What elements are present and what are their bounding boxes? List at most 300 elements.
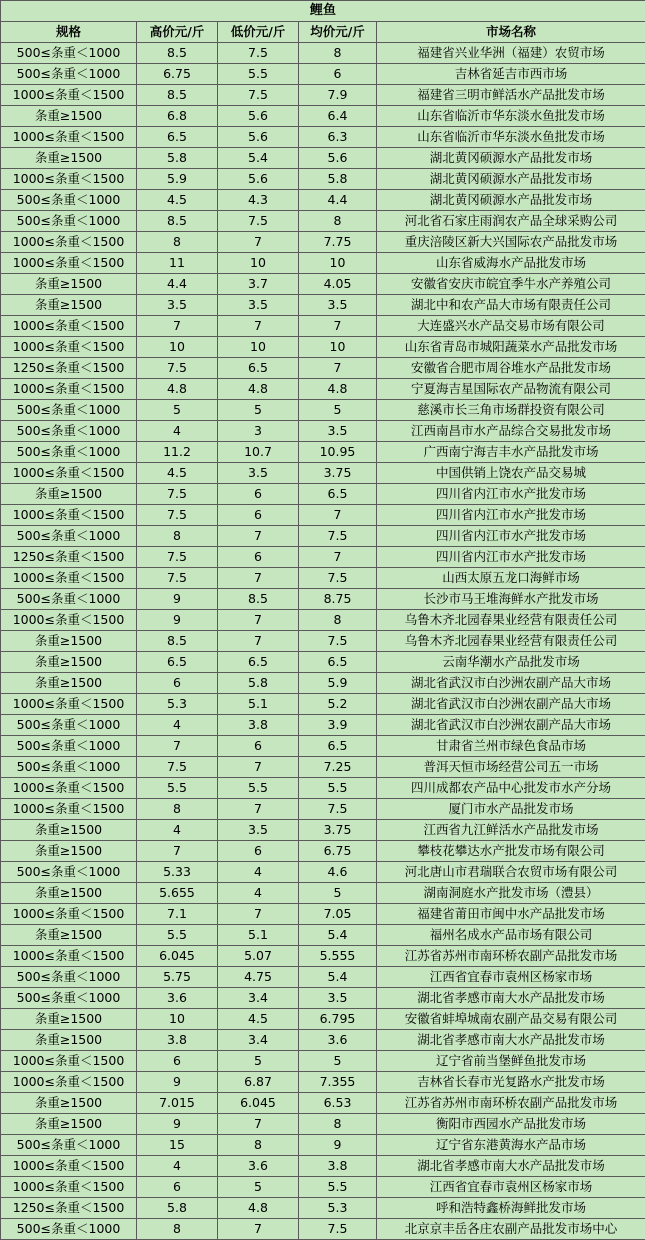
cell-avg-price: 3.8	[299, 1156, 377, 1177]
cell-avg-price: 5	[299, 1051, 377, 1072]
cell-spec: 500≤条重＜1000	[1, 421, 137, 442]
cell-avg-price: 3.75	[299, 820, 377, 841]
cell-market-name: 普洱天恒市场经营公司五一市场	[377, 757, 645, 778]
table-row	[1, 904, 645, 925]
cell-market-name: 乌鲁木齐北园春果业经营有限责任公司	[377, 631, 645, 652]
cell-high-price: 8.5	[137, 631, 218, 652]
cell-avg-price: 10	[299, 253, 377, 274]
table-row	[1, 379, 645, 400]
cell-low-price: 6.87	[218, 1072, 299, 1093]
cell-spec: 1000≤条重＜1500	[1, 232, 137, 253]
table-row	[1, 400, 645, 421]
cell-spec: 500≤条重＜1000	[1, 988, 137, 1009]
cell-market-name: 北京京丰岳各庄农副产品批发市场中心	[377, 1219, 645, 1240]
cell-high-price: 4	[137, 1156, 218, 1177]
cell-spec: 500≤条重＜1000	[1, 715, 137, 736]
cell-market-name: 湖北省孝感市南大水产品批发市场	[377, 1030, 645, 1051]
table-body	[1, 43, 645, 1240]
cell-low-price: 5.07	[218, 946, 299, 967]
table-title-row	[1, 1, 645, 22]
cell-avg-price: 3.6	[299, 1030, 377, 1051]
cell-market-name: 宁夏海吉星国际农产品物流有限公司	[377, 379, 645, 400]
cell-high-price: 8.5	[137, 211, 218, 232]
cell-spec: 1000≤条重＜1500	[1, 946, 137, 967]
cell-spec: 条重≥1500	[1, 820, 137, 841]
cell-low-price: 7	[218, 232, 299, 253]
table-row	[1, 1198, 645, 1219]
cell-spec: 500≤条重＜1000	[1, 862, 137, 883]
cell-spec: 1250≤条重＜1500	[1, 1198, 137, 1219]
cell-spec: 500≤条重＜1000	[1, 589, 137, 610]
table-row	[1, 253, 645, 274]
cell-high-price: 8	[137, 1219, 218, 1240]
cell-market-name: 江苏省苏州市南环桥农副产品批发市场	[377, 946, 645, 967]
cell-spec: 500≤条重＜1000	[1, 442, 137, 463]
table-row	[1, 295, 645, 316]
cell-market-name: 福建省莆田市闽中水产品批发市场	[377, 904, 645, 925]
cell-spec: 条重≥1500	[1, 631, 137, 652]
cell-low-price: 6.5	[218, 358, 299, 379]
cell-avg-price: 7.05	[299, 904, 377, 925]
cell-high-price: 8	[137, 526, 218, 547]
cell-low-price: 7	[218, 1219, 299, 1240]
cell-avg-price: 6.5	[299, 652, 377, 673]
cell-low-price: 5.6	[218, 106, 299, 127]
cell-high-price: 5.655	[137, 883, 218, 904]
cell-market-name: 慈溪市长三角市场群投资有限公司	[377, 400, 645, 421]
cell-market-name: 湖北省孝感市南大水产品批发市场	[377, 1156, 645, 1177]
cell-high-price: 5.9	[137, 169, 218, 190]
table-row	[1, 883, 645, 904]
cell-high-price: 4	[137, 820, 218, 841]
cell-high-price: 7.5	[137, 358, 218, 379]
cell-low-price: 5	[218, 1177, 299, 1198]
cell-low-price: 7.5	[218, 85, 299, 106]
cell-high-price: 5.5	[137, 925, 218, 946]
cell-spec: 1000≤条重＜1500	[1, 379, 137, 400]
table-row	[1, 64, 645, 85]
cell-spec: 条重≥1500	[1, 274, 137, 295]
cell-avg-price: 7.5	[299, 799, 377, 820]
cell-high-price: 8	[137, 799, 218, 820]
cell-avg-price: 7.5	[299, 526, 377, 547]
cell-low-price: 5	[218, 400, 299, 421]
cell-high-price: 4	[137, 421, 218, 442]
cell-low-price: 6	[218, 505, 299, 526]
cell-low-price: 3.6	[218, 1156, 299, 1177]
cell-low-price: 10	[218, 337, 299, 358]
cell-avg-price: 7.25	[299, 757, 377, 778]
cell-spec: 条重≥1500	[1, 883, 137, 904]
table-row	[1, 169, 645, 190]
table-row	[1, 337, 645, 358]
cell-avg-price: 5.8	[299, 169, 377, 190]
cell-avg-price: 7	[299, 547, 377, 568]
table-row	[1, 148, 645, 169]
cell-spec: 1000≤条重＜1500	[1, 904, 137, 925]
cell-avg-price: 3.5	[299, 295, 377, 316]
cell-spec: 1000≤条重＜1500	[1, 610, 137, 631]
cell-spec: 500≤条重＜1000	[1, 211, 137, 232]
cell-avg-price: 3.9	[299, 715, 377, 736]
cell-spec: 500≤条重＜1000	[1, 400, 137, 421]
cell-low-price: 8	[218, 1135, 299, 1156]
cell-high-price: 5.33	[137, 862, 218, 883]
cell-market-name: 江苏省苏州市南环桥农副产品批发市场	[377, 1093, 645, 1114]
cell-high-price: 15	[137, 1135, 218, 1156]
cell-high-price: 3.6	[137, 988, 218, 1009]
table-row	[1, 631, 645, 652]
cell-spec: 条重≥1500	[1, 1114, 137, 1135]
cell-market-name: 山西太原五龙口海鲜市场	[377, 568, 645, 589]
cell-high-price: 4.4	[137, 274, 218, 295]
cell-spec: 条重≥1500	[1, 1030, 137, 1051]
cell-high-price: 6.75	[137, 64, 218, 85]
cell-spec: 500≤条重＜1000	[1, 1219, 137, 1240]
cell-high-price: 11.2	[137, 442, 218, 463]
cell-low-price: 6	[218, 736, 299, 757]
table-row	[1, 1030, 645, 1051]
cell-low-price: 6	[218, 547, 299, 568]
cell-low-price: 7	[218, 1114, 299, 1135]
cell-spec: 1000≤条重＜1500	[1, 1156, 137, 1177]
table-row	[1, 568, 645, 589]
table-row	[1, 1177, 645, 1198]
cell-market-name: 山东省青岛市城阳蔬菜水产品批发市场	[377, 337, 645, 358]
cell-spec: 条重≥1500	[1, 1093, 137, 1114]
cell-market-name: 福建省兴业华洲（福建）农贸市场	[377, 43, 645, 64]
cell-low-price: 7	[218, 757, 299, 778]
table-row	[1, 1219, 645, 1240]
table-row	[1, 757, 645, 778]
table-row	[1, 799, 645, 820]
cell-spec: 1250≤条重＜1500	[1, 358, 137, 379]
cell-spec: 条重≥1500	[1, 673, 137, 694]
cell-low-price: 5.6	[218, 169, 299, 190]
cell-spec: 1000≤条重＜1500	[1, 1072, 137, 1093]
cell-low-price: 3.8	[218, 715, 299, 736]
cell-spec: 1000≤条重＜1500	[1, 127, 137, 148]
cell-high-price: 3.8	[137, 1030, 218, 1051]
cell-low-price: 7	[218, 316, 299, 337]
cell-low-price: 3.7	[218, 274, 299, 295]
table-row	[1, 505, 645, 526]
cell-spec: 1000≤条重＜1500	[1, 694, 137, 715]
cell-avg-price: 6.4	[299, 106, 377, 127]
cell-low-price: 3.5	[218, 295, 299, 316]
cell-low-price: 7	[218, 568, 299, 589]
cell-low-price: 6	[218, 841, 299, 862]
table-row	[1, 673, 645, 694]
cell-high-price: 7.5	[137, 505, 218, 526]
table-row	[1, 1093, 645, 1114]
cell-low-price: 5.1	[218, 694, 299, 715]
cell-high-price: 5.8	[137, 1198, 218, 1219]
cell-market-name: 江西省宜春市袁州区杨家市场	[377, 1177, 645, 1198]
cell-avg-price: 4.4	[299, 190, 377, 211]
cell-high-price: 6.8	[137, 106, 218, 127]
cell-avg-price: 7.75	[299, 232, 377, 253]
table-row	[1, 820, 645, 841]
cell-low-price: 6	[218, 484, 299, 505]
header-low-price: 低价元/斤	[218, 22, 299, 43]
cell-market-name: 湖北省武汉市白沙洲农副产品大市场	[377, 715, 645, 736]
header-high-price: 高价元/斤	[137, 22, 218, 43]
table-row	[1, 547, 645, 568]
cell-market-name: 大连盛兴水产品交易市场有限公司	[377, 316, 645, 337]
cell-spec: 1000≤条重＜1500	[1, 1177, 137, 1198]
cell-low-price: 7	[218, 526, 299, 547]
cell-high-price: 9	[137, 589, 218, 610]
cell-spec: 1000≤条重＜1500	[1, 778, 137, 799]
cell-high-price: 4.5	[137, 463, 218, 484]
cell-low-price: 3.5	[218, 820, 299, 841]
cell-market-name: 安徽省安庆市皖宜季牛水产养殖公司	[377, 274, 645, 295]
cell-high-price: 4.5	[137, 190, 218, 211]
cell-high-price: 9	[137, 610, 218, 631]
cell-spec: 1000≤条重＜1500	[1, 799, 137, 820]
cell-low-price: 5	[218, 1051, 299, 1072]
cell-market-name: 四川省内江市水产批发市场	[377, 505, 645, 526]
cell-market-name: 湖北中和农产品大市场有限责任公司	[377, 295, 645, 316]
cell-high-price: 10	[137, 337, 218, 358]
cell-avg-price: 5.3	[299, 1198, 377, 1219]
cell-low-price: 10	[218, 253, 299, 274]
cell-high-price: 6	[137, 1177, 218, 1198]
table-row	[1, 211, 645, 232]
table-row	[1, 43, 645, 64]
cell-avg-price: 7	[299, 358, 377, 379]
table-row	[1, 694, 645, 715]
cell-low-price: 3.5	[218, 463, 299, 484]
cell-avg-price: 5.4	[299, 967, 377, 988]
table-row	[1, 190, 645, 211]
cell-spec: 1000≤条重＜1500	[1, 337, 137, 358]
cell-high-price: 5.75	[137, 967, 218, 988]
cell-spec: 1250≤条重＜1500	[1, 547, 137, 568]
cell-low-price: 6.045	[218, 1093, 299, 1114]
cell-market-name: 云南华潮水产品批发市场	[377, 652, 645, 673]
cell-market-name: 四川成都农产品中心批发市水产分场	[377, 778, 645, 799]
cell-avg-price: 5.2	[299, 694, 377, 715]
cell-spec: 1000≤条重＜1500	[1, 316, 137, 337]
cell-spec: 1000≤条重＜1500	[1, 505, 137, 526]
cell-avg-price: 7	[299, 505, 377, 526]
cell-high-price: 11	[137, 253, 218, 274]
table-title: 鲤鱼	[1, 1, 645, 22]
cell-low-price: 7	[218, 610, 299, 631]
cell-high-price: 7	[137, 316, 218, 337]
cell-high-price: 7	[137, 841, 218, 862]
cell-spec: 1000≤条重＜1500	[1, 463, 137, 484]
table-row	[1, 421, 645, 442]
cell-avg-price: 6.795	[299, 1009, 377, 1030]
cell-market-name: 福州名成水产品市场有限公司	[377, 925, 645, 946]
cell-market-name: 福建省三明市鲜活水产品批发市场	[377, 85, 645, 106]
cell-spec: 1000≤条重＜1500	[1, 568, 137, 589]
cell-market-name: 湖北省武汉市白沙洲农副产品大市场	[377, 694, 645, 715]
cell-low-price: 4.8	[218, 379, 299, 400]
cell-avg-price: 6.53	[299, 1093, 377, 1114]
cell-high-price: 9	[137, 1114, 218, 1135]
cell-market-name: 山东省临沂市华东淡水鱼批发市场	[377, 127, 645, 148]
cell-market-name: 江西省宜春市袁州区杨家市场	[377, 967, 645, 988]
table-row	[1, 232, 645, 253]
cell-market-name: 衡阳市西园水产品批发市场	[377, 1114, 645, 1135]
cell-low-price: 7	[218, 799, 299, 820]
cell-low-price: 4.5	[218, 1009, 299, 1030]
cell-low-price: 5.8	[218, 673, 299, 694]
cell-market-name: 四川省内江市水产批发市场	[377, 484, 645, 505]
cell-low-price: 5.5	[218, 778, 299, 799]
cell-market-name: 重庆涪陵区新大兴国际农产品批发市场	[377, 232, 645, 253]
cell-high-price: 3.5	[137, 295, 218, 316]
cell-avg-price: 5.555	[299, 946, 377, 967]
table-row	[1, 484, 645, 505]
cell-high-price: 7	[137, 736, 218, 757]
cell-spec: 500≤条重＜1000	[1, 757, 137, 778]
cell-market-name: 河北省石家庄雨润农产品全球采购公司	[377, 211, 645, 232]
cell-market-name: 甘肃省兰州市绿色食品市场	[377, 736, 645, 757]
cell-market-name: 乌鲁木齐北园春果业经营有限责任公司	[377, 610, 645, 631]
table-row	[1, 1009, 645, 1030]
cell-high-price: 5	[137, 400, 218, 421]
table-row	[1, 1135, 645, 1156]
cell-high-price: 7.5	[137, 568, 218, 589]
header-avg-price: 均价元/斤	[299, 22, 377, 43]
table-row	[1, 1051, 645, 1072]
cell-avg-price: 8	[299, 1114, 377, 1135]
cell-high-price: 7.5	[137, 757, 218, 778]
cell-avg-price: 7.5	[299, 568, 377, 589]
cell-market-name: 安徽省蚌埠城南农副产品交易有限公司	[377, 1009, 645, 1030]
table-row	[1, 610, 645, 631]
cell-high-price: 5.8	[137, 148, 218, 169]
cell-market-name: 湖北省武汉市白沙洲农副产品大市场	[377, 673, 645, 694]
cell-high-price: 7.5	[137, 547, 218, 568]
header-spec: 规格	[1, 22, 137, 43]
cell-spec: 500≤条重＜1000	[1, 190, 137, 211]
cell-high-price: 6.045	[137, 946, 218, 967]
cell-avg-price: 10	[299, 337, 377, 358]
cell-low-price: 5.5	[218, 64, 299, 85]
cell-market-name: 辽宁省东港黄海水产品市场	[377, 1135, 645, 1156]
cell-low-price: 4.75	[218, 967, 299, 988]
cell-high-price: 8	[137, 232, 218, 253]
cell-spec: 1000≤条重＜1500	[1, 169, 137, 190]
cell-avg-price: 8	[299, 610, 377, 631]
table-row	[1, 1114, 645, 1135]
cell-low-price: 6.5	[218, 652, 299, 673]
cell-market-name: 四川省内江市水产批发市场	[377, 547, 645, 568]
table-row	[1, 946, 645, 967]
cell-low-price: 4.8	[218, 1198, 299, 1219]
cell-market-name: 江西南昌市水产品综合交易批发市场	[377, 421, 645, 442]
cell-high-price: 6.5	[137, 652, 218, 673]
cell-market-name: 厦门市水产品批发市场	[377, 799, 645, 820]
cell-market-name: 江西省九江鲜活水产品批发市场	[377, 820, 645, 841]
cell-avg-price: 4.8	[299, 379, 377, 400]
cell-market-name: 吉林省延吉市西市场	[377, 64, 645, 85]
cell-high-price: 8.5	[137, 43, 218, 64]
table-row	[1, 316, 645, 337]
cell-spec: 条重≥1500	[1, 106, 137, 127]
cell-avg-price: 10.95	[299, 442, 377, 463]
cell-high-price: 4.8	[137, 379, 218, 400]
cell-market-name: 山东省临沂市华东淡水鱼批发市场	[377, 106, 645, 127]
table-row	[1, 463, 645, 484]
cell-spec: 条重≥1500	[1, 1009, 137, 1030]
table-row	[1, 715, 645, 736]
cell-spec: 500≤条重＜1000	[1, 43, 137, 64]
cell-avg-price: 7.9	[299, 85, 377, 106]
header-market-name: 市场名称	[377, 22, 645, 43]
cell-spec: 条重≥1500	[1, 295, 137, 316]
cell-avg-price: 5	[299, 883, 377, 904]
cell-market-name: 安徽省合肥市周谷堆水产品批发市场	[377, 358, 645, 379]
cell-avg-price: 5	[299, 400, 377, 421]
table-row	[1, 442, 645, 463]
cell-avg-price: 6.5	[299, 484, 377, 505]
cell-low-price: 7	[218, 904, 299, 925]
cell-avg-price: 6.3	[299, 127, 377, 148]
cell-spec: 1000≤条重＜1500	[1, 85, 137, 106]
table-row	[1, 925, 645, 946]
cell-market-name: 湖南洞庭水产批发市场（澧县）	[377, 883, 645, 904]
cell-avg-price: 3.75	[299, 463, 377, 484]
cell-low-price: 7.5	[218, 211, 299, 232]
cell-low-price: 4	[218, 862, 299, 883]
table-row	[1, 967, 645, 988]
cell-avg-price: 6.5	[299, 736, 377, 757]
cell-market-name: 吉林省长春市光复路水产批发市场	[377, 1072, 645, 1093]
cell-avg-price: 4.6	[299, 862, 377, 883]
cell-spec: 500≤条重＜1000	[1, 967, 137, 988]
table-row	[1, 841, 645, 862]
cell-high-price: 7.1	[137, 904, 218, 925]
cell-market-name: 湖北黄冈硕源水产品批发市场	[377, 190, 645, 211]
cell-avg-price: 7	[299, 316, 377, 337]
table-row	[1, 526, 645, 547]
cell-high-price: 7.5	[137, 484, 218, 505]
table-row	[1, 736, 645, 757]
cell-avg-price: 8.75	[299, 589, 377, 610]
cell-low-price: 3.4	[218, 1030, 299, 1051]
cell-low-price: 7.5	[218, 43, 299, 64]
cell-high-price: 10	[137, 1009, 218, 1030]
cell-high-price: 9	[137, 1072, 218, 1093]
cell-avg-price: 7.5	[299, 631, 377, 652]
cell-low-price: 4	[218, 883, 299, 904]
cell-avg-price: 7.355	[299, 1072, 377, 1093]
cell-high-price: 4	[137, 715, 218, 736]
cell-high-price: 6	[137, 673, 218, 694]
cell-avg-price: 5.5	[299, 778, 377, 799]
cell-low-price: 8.5	[218, 589, 299, 610]
cell-low-price: 7	[218, 631, 299, 652]
cell-avg-price: 5.6	[299, 148, 377, 169]
cell-avg-price: 9	[299, 1135, 377, 1156]
cell-high-price: 8.5	[137, 85, 218, 106]
table-row	[1, 988, 645, 1009]
cell-market-name: 四川省内江市水产批发市场	[377, 526, 645, 547]
cell-spec: 500≤条重＜1000	[1, 736, 137, 757]
cell-market-name: 中国供销上饶农产品交易城	[377, 463, 645, 484]
cell-spec: 条重≥1500	[1, 148, 137, 169]
cell-high-price: 5.3	[137, 694, 218, 715]
cell-avg-price: 5.9	[299, 673, 377, 694]
cell-high-price: 6	[137, 1051, 218, 1072]
